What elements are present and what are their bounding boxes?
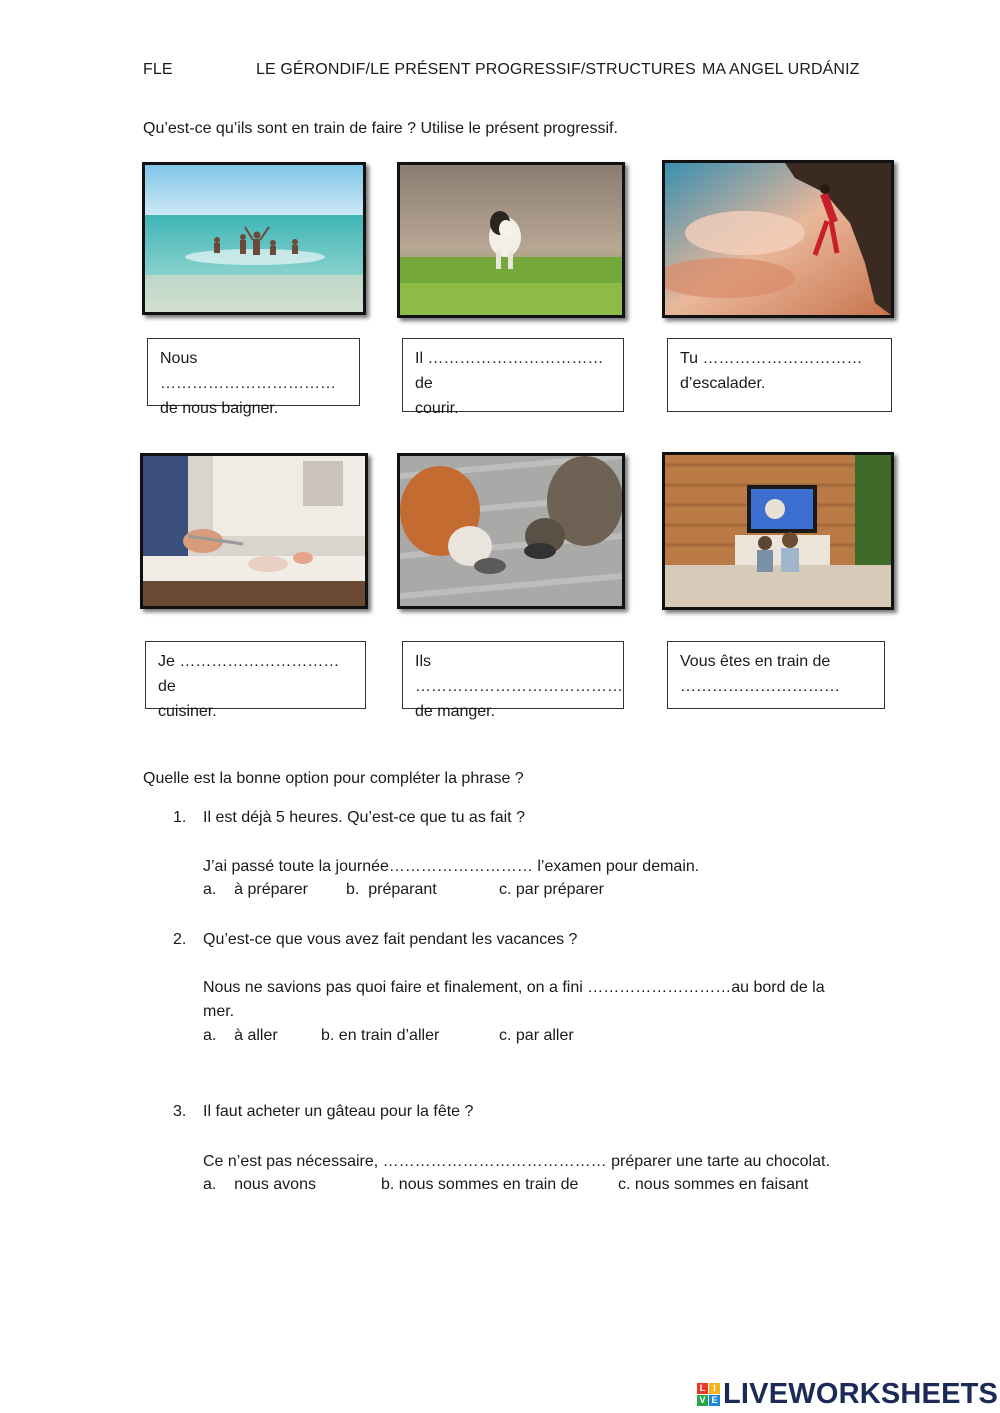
liveworksheets-logo-mark	[697, 1383, 720, 1406]
question-1-sentence: J’ai passé toute la journée……………………… l’examen pour demain.	[203, 858, 700, 875]
question-1-number: 1.	[173, 809, 187, 826]
answer-box-6[interactable]	[667, 641, 885, 709]
answer-box-2-line1: Il …………………………… de	[415, 350, 604, 392]
answer-box-1-line2: de nous baigner.	[160, 400, 279, 417]
question-3-option-a[interactable]: a. nous avons	[203, 1176, 316, 1193]
header-title: LE GÉRONDIF/LE PRÉSENT PROGRESSIF/STRUCTURES	[256, 61, 696, 78]
answer-box-4[interactable]	[145, 641, 366, 720]
logo-letter-i: I	[709, 1383, 720, 1394]
header-subject: FLE	[143, 61, 173, 78]
answer-box-1-line1: Nous ……………………………	[160, 350, 336, 392]
exercise2-instruction: Quelle est la bonne option pour compléter la phrase ?	[143, 770, 524, 787]
logo-letter-v: V	[697, 1395, 708, 1406]
answer-box-3[interactable]	[667, 338, 892, 412]
answer-box-4-line2: cuisiner.	[158, 703, 217, 720]
question-1-option-b[interactable]: b. préparant	[346, 881, 437, 898]
answer-box-6-line1: Vous êtes en train de	[680, 653, 831, 670]
question-2-option-a[interactable]: a. à aller	[203, 1027, 278, 1044]
photo-dog-running	[397, 162, 625, 318]
answer-box-3-line2: d’escalader.	[680, 375, 766, 392]
question-1-text: Il est déjà 5 heures. Qu’est-ce que tu as fait ?	[203, 809, 525, 826]
answer-box-5-line2: de manger.	[415, 703, 496, 720]
question-1-option-c[interactable]: c. par préparer	[499, 881, 604, 898]
photo-beach-swimmers	[142, 162, 366, 315]
answer-box-2[interactable]	[402, 338, 624, 417]
question-2-number: 2.	[173, 931, 187, 948]
photo-cooking	[140, 453, 368, 609]
question-2-option-b[interactable]: b. en train d’aller	[321, 1027, 440, 1044]
answer-box-1[interactable]	[147, 338, 360, 417]
header-author: MA ANGEL URDÁNIZ	[702, 61, 860, 78]
liveworksheets-logo[interactable]	[697, 1378, 998, 1410]
question-3-sentence: Ce n’est pas nécessaire, …………………………………… préparer une tarte au chocolat.	[203, 1153, 830, 1170]
answer-box-5[interactable]	[402, 641, 624, 720]
answer-box-4-line1: Je ………………………… de	[158, 653, 340, 695]
answer-box-6-line2: …………………………	[680, 678, 840, 695]
question-2-text: Qu’est-ce que vous avez fait pendant les vacances ?	[203, 931, 578, 948]
question-3-option-c[interactable]: c. nous sommes en faisant	[618, 1176, 809, 1193]
question-2-option-c[interactable]: c. par aller	[499, 1027, 574, 1044]
answer-box-3-line1: Tu …………………………	[680, 350, 863, 367]
question-2-sentence: Nous ne savions pas quoi faire et finalement, on a fini ………………………au bord de la mer.	[203, 979, 825, 1020]
question-3-number: 3.	[173, 1103, 187, 1120]
photo-cats-eating	[397, 453, 625, 609]
answer-box-2-line2: courir.	[415, 400, 459, 417]
question-3-text: Il faut acheter un gâteau pour la fête ?	[203, 1103, 474, 1120]
liveworksheets-logo-text: LIVEWORKSHEETS	[723, 1377, 999, 1410]
answer-box-5-line1: Ils …………………………………	[415, 653, 623, 695]
photo-children-watching-tv	[662, 452, 894, 610]
question-3-option-b[interactable]: b. nous sommes en train de	[381, 1176, 579, 1193]
photo-rock-climber	[662, 160, 894, 318]
question-1-option-a[interactable]: a. à préparer	[203, 881, 308, 898]
logo-letter-e: E	[709, 1395, 720, 1406]
exercise1-instruction: Qu’est-ce qu’ils sont en train de faire ? Utilise le présent progressif.	[143, 120, 618, 137]
logo-letter-l: L	[697, 1383, 708, 1394]
